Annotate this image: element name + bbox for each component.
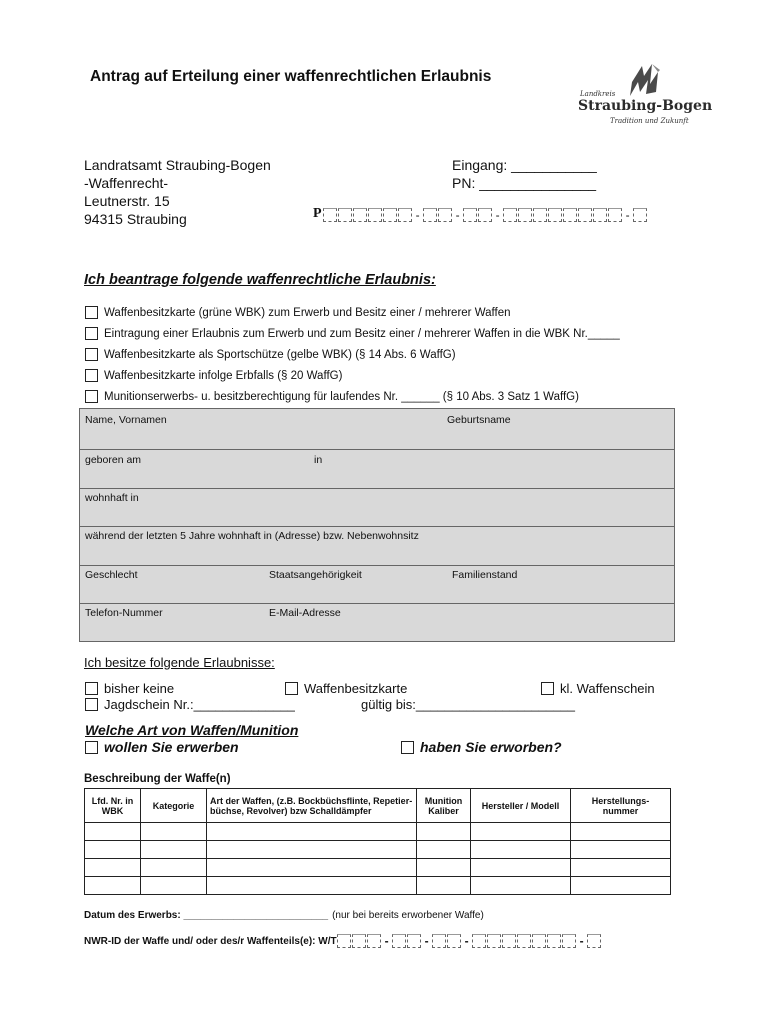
email-label: E-Mail-Adresse <box>269 607 341 619</box>
datum-field[interactable]: Datum des Erwerbs: __________________________ <box>84 910 329 921</box>
option-label: Jagdschein Nr.:______________ <box>104 697 295 712</box>
checkbox[interactable] <box>85 698 98 711</box>
table-row[interactable] <box>85 877 671 895</box>
address-line: -Waffenrecht- <box>84 175 169 191</box>
besitz-keine[interactable] <box>85 681 174 696</box>
option-wbk-inheritance[interactable] <box>85 369 342 382</box>
address-line: Leutnerstr. 15 <box>84 193 170 209</box>
wohnhaft-label: wohnhaft in <box>85 492 139 504</box>
option-wbk-green[interactable] <box>85 306 511 319</box>
logo-tagline: Tradition und Zukunft <box>610 117 689 125</box>
option-label: Eintragung einer Erlaubnis zum Erwerb und zum Besitz einer / mehrerer Waffen in die WBK Nr._____ <box>104 327 620 340</box>
checkbox[interactable] <box>85 390 98 403</box>
checkbox[interactable] <box>85 741 98 754</box>
col-kategorie: Kategorie <box>141 789 207 823</box>
table-row[interactable] <box>85 841 671 859</box>
col-hersteller: Hersteller / Modell <box>471 789 571 823</box>
address-line: 94315 Straubing <box>84 211 187 227</box>
besitze-heading: Ich besitze folgende Erlaubnisse: <box>84 655 275 670</box>
weapons-table <box>84 788 671 895</box>
option-label: Waffenbesitzkarte als Sportschütze (gelbe WBK) (§ 14 Abs. 6 WaffG) <box>104 348 456 361</box>
recipient-address <box>84 156 271 228</box>
eingang-field[interactable]: Eingang: ___________ <box>452 157 597 173</box>
option-erwerben[interactable] <box>85 739 239 755</box>
staat-label: Staatsangehörigkeit <box>269 569 362 581</box>
familienstand-label: Familienstand <box>452 569 518 581</box>
option-wbk-yellow[interactable] <box>85 348 456 361</box>
table-header-row <box>85 789 671 823</box>
nwr-id-row[interactable]: NWR-ID der Waffe und/ oder des/r Waffenteils(e): W/T - - - - <box>84 934 602 948</box>
checkbox[interactable] <box>285 682 298 695</box>
geschlecht-label: Geschlecht <box>85 569 138 581</box>
request-heading: Ich beantrage folgende waffenrechtliche Erlaubnis: <box>84 272 436 288</box>
checkbox[interactable] <box>85 369 98 382</box>
beschreibung-heading: Beschreibung der Waffe(n) <box>84 773 231 785</box>
form-title: Antrag auf Erteilung einer waffenrechtlichen Erlaubnis <box>90 68 492 85</box>
intake-block <box>452 156 597 192</box>
telefon-label: Telefon-Nummer <box>85 607 163 619</box>
option-erworben[interactable] <box>401 739 562 755</box>
logo <box>572 62 713 128</box>
p-number-field[interactable]: P - - - - <box>313 206 648 222</box>
logo-name: Straubing-Bogen <box>578 98 713 114</box>
geburtsname-label: Geburtsname <box>447 414 511 426</box>
option-label: kl. Waffenschein <box>560 681 655 696</box>
weapons-heading: Welche Art von Waffen/Munition <box>85 722 299 738</box>
option-label: bisher keine <box>104 681 175 696</box>
checkbox[interactable] <box>401 741 414 754</box>
checkbox[interactable] <box>85 327 98 340</box>
in-label: in <box>314 454 323 466</box>
name-label: Name, Vornamen <box>85 414 167 426</box>
nwr-label: NWR-ID der Waffe und/ oder des/r Waffenteils(e): W/T <box>84 935 337 947</box>
checkbox[interactable] <box>85 682 98 695</box>
checkbox[interactable] <box>85 306 98 319</box>
personal-data-section <box>79 408 675 642</box>
option-label: haben Sie erworben? <box>420 739 562 755</box>
option-label: Munitionserwerbs- u. besitzberechtigung für laufendes Nr. ______ (§ 10 Abs. 3 Satz 1 WaffG) <box>104 390 579 403</box>
datum-note: (nur bei bereits erworbener Waffe) <box>332 910 484 921</box>
besitz-wbk[interactable] <box>285 681 407 696</box>
checkbox[interactable] <box>85 348 98 361</box>
datum-row <box>84 910 484 921</box>
col-art: Art der Waffen, (z.B. Bockbüchsflinte, Repetier-büchse, Revolver) bzw Schalldämpfer <box>207 789 417 823</box>
option-label: Waffenbesitzkarte (grüne WBK) zum Erwerb und Besitz einer / mehrerer Waffen <box>104 306 511 319</box>
table-row[interactable] <box>85 859 671 877</box>
col-lfd-nr: Lfd. Nr. in WBK <box>85 789 141 823</box>
geboren-label: geboren am <box>85 454 142 466</box>
checkbox[interactable] <box>541 682 554 695</box>
option-label: Waffenbesitzkarte infolge Erbfalls (§ 20 WaffG) <box>104 369 343 382</box>
option-ammunition[interactable] <box>85 390 579 403</box>
besitz-kleiner-waffenschein[interactable] <box>541 681 655 696</box>
besitz-jagdschein[interactable] <box>85 697 295 712</box>
option-wbk-entry[interactable] <box>85 327 620 340</box>
logo-landkreis: Landkreis <box>580 90 616 98</box>
option-label: Waffenbesitzkarte <box>304 681 408 696</box>
previous-address-label: während der letzten 5 Jahre wohnhaft in (Adresse) bzw. Nebenwohnsitz <box>85 530 419 542</box>
address-line: Landratsamt Straubing-Bogen <box>84 157 271 173</box>
pn-field[interactable]: PN: _______________ <box>452 175 597 191</box>
gueltig-field[interactable]: gültig bis:______________________ <box>361 697 575 712</box>
col-kaliber: Munition Kaliber <box>417 789 471 823</box>
col-nummer: Herstellungs-nummer <box>571 789 671 823</box>
p-prefix: P <box>313 206 322 221</box>
option-label: wollen Sie erwerben <box>104 739 239 755</box>
table-row[interactable] <box>85 823 671 841</box>
